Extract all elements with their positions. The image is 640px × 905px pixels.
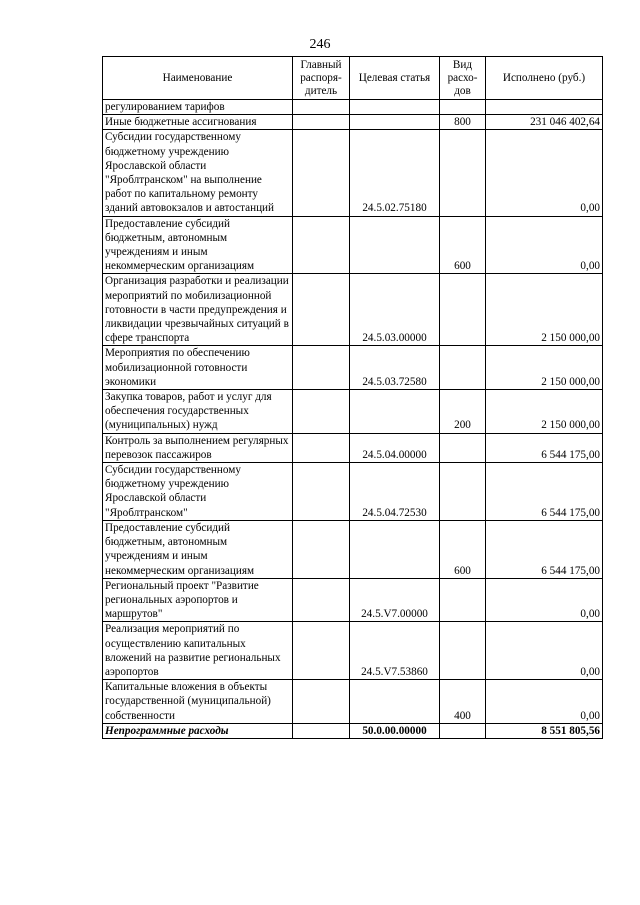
table-row: [103, 390, 603, 434]
table-row: [103, 680, 603, 724]
cell-name: Субсидии государственному бюджетному учреждению Ярославской области "Яроблтранском": [103, 463, 293, 521]
cell-name: Предоставление субсидий бюджетным, автономным учреждениям и иным некоммерческим организациям: [103, 520, 293, 578]
cell-amount: 0,00: [486, 578, 603, 622]
cell-kind: 400: [440, 680, 486, 724]
cell-manager: [293, 346, 350, 390]
table-row: [103, 100, 603, 115]
cell-amount: 0,00: [486, 130, 603, 216]
cell-amount: 231 046 402,64: [486, 115, 603, 130]
cell-name: регулированием тарифов: [103, 100, 293, 115]
cell-kind: 600: [440, 520, 486, 578]
cell-amount: 0,00: [486, 680, 603, 724]
table-row: [103, 274, 603, 346]
cell-amount: 6 544 175,00: [486, 463, 603, 521]
cell-target: 24.5.03.00000: [350, 274, 440, 346]
table-row: [103, 130, 603, 216]
cell-manager: [293, 622, 350, 680]
cell-kind: [440, 463, 486, 521]
cell-kind: 200: [440, 390, 486, 434]
page-number: 246: [309, 37, 331, 52]
cell-kind: 800: [440, 115, 486, 130]
cell-name: Контроль за выполнением регулярных перевозок пассажиров: [103, 433, 293, 462]
table-row: [103, 520, 603, 578]
table-header-row: [103, 57, 603, 100]
table-row: [103, 115, 603, 130]
cell-target: 24.5.02.75180: [350, 130, 440, 216]
header-manager: Главный распоря-дитель: [293, 57, 350, 100]
table-row: [103, 578, 603, 622]
cell-kind: [440, 130, 486, 216]
cell-kind: [440, 274, 486, 346]
header-executed: Исполнено (руб.): [486, 57, 603, 100]
cell-manager: [293, 463, 350, 521]
cell-target: 24.5.04.00000: [350, 433, 440, 462]
cell-amount: 0,00: [486, 216, 603, 274]
cell-kind: [440, 100, 486, 115]
cell-target: [350, 520, 440, 578]
total-amount: 8 551 805,56: [486, 723, 603, 738]
cell-manager: [293, 433, 350, 462]
table-row: [103, 346, 603, 390]
cell-manager: [293, 100, 350, 115]
cell-manager: [293, 130, 350, 216]
cell-amount: 6 544 175,00: [486, 520, 603, 578]
table-body: [103, 100, 603, 739]
table-row: [103, 433, 603, 462]
cell-name: Региональный проект "Развитие региональных аэропортов и маршрутов": [103, 578, 293, 622]
cell-amount: 2 150 000,00: [486, 346, 603, 390]
cell-amount: 2 150 000,00: [486, 390, 603, 434]
total-manager: [293, 723, 350, 738]
table-row: [103, 463, 603, 521]
cell-target: 24.5.03.72580: [350, 346, 440, 390]
total-kind: [440, 723, 486, 738]
cell-name: Субсидии государственному бюджетному учреждению Ярославской области "Яроблтранском" на выполнение работ по капитальному ремонту зданий автовокзалов и автостанций: [103, 130, 293, 216]
cell-name: Реализация мероприятий по осуществлению капитальных вложений на развитие региональных аэропортов: [103, 622, 293, 680]
cell-manager: [293, 680, 350, 724]
header-name: Наименование: [103, 57, 293, 100]
cell-kind: [440, 578, 486, 622]
cell-kind: 600: [440, 216, 486, 274]
cell-manager: [293, 216, 350, 274]
cell-name: Капитальные вложения в объекты государственной (муниципальной) собственности: [103, 680, 293, 724]
cell-name: Закупка товаров, работ и услуг для обеспечения государственных (муниципальных) нужд: [103, 390, 293, 434]
table-row: [103, 622, 603, 680]
table-row: [103, 216, 603, 274]
cell-name: Организация разработки и реализации мероприятий по мобилизационной готовности в части предупреждения и ликвидации чрезвычайных ситуаций в сфере транспорта: [103, 274, 293, 346]
cell-target: [350, 216, 440, 274]
cell-amount: 0,00: [486, 622, 603, 680]
cell-amount: 2 150 000,00: [486, 274, 603, 346]
cell-target: 24.5.V7.53860: [350, 622, 440, 680]
cell-target: [350, 390, 440, 434]
cell-target: [350, 115, 440, 130]
header-kind: Вид расхо-дов: [440, 57, 486, 100]
total-row: [103, 723, 603, 738]
cell-target: 24.5.04.72530: [350, 463, 440, 521]
cell-manager: [293, 115, 350, 130]
budget-table: [102, 56, 603, 739]
cell-amount: [486, 100, 603, 115]
cell-kind: [440, 346, 486, 390]
cell-name: Мероприятия по обеспечению мобилизационной готовности экономики: [103, 346, 293, 390]
cell-manager: [293, 274, 350, 346]
cell-amount: 6 544 175,00: [486, 433, 603, 462]
cell-name: Иные бюджетные ассигнования: [103, 115, 293, 130]
cell-target: 24.5.V7.00000: [350, 578, 440, 622]
total-target: 50.0.00.00000: [350, 723, 440, 738]
cell-target: [350, 680, 440, 724]
cell-name: Предоставление субсидий бюджетным, автономным учреждениям и иным некоммерческим организациям: [103, 216, 293, 274]
cell-manager: [293, 390, 350, 434]
cell-kind: [440, 622, 486, 680]
cell-manager: [293, 578, 350, 622]
cell-kind: [440, 433, 486, 462]
cell-target: [350, 100, 440, 115]
total-name: Непрограммные расходы: [103, 723, 293, 738]
header-target: Целевая статья: [350, 57, 440, 100]
cell-manager: [293, 520, 350, 578]
